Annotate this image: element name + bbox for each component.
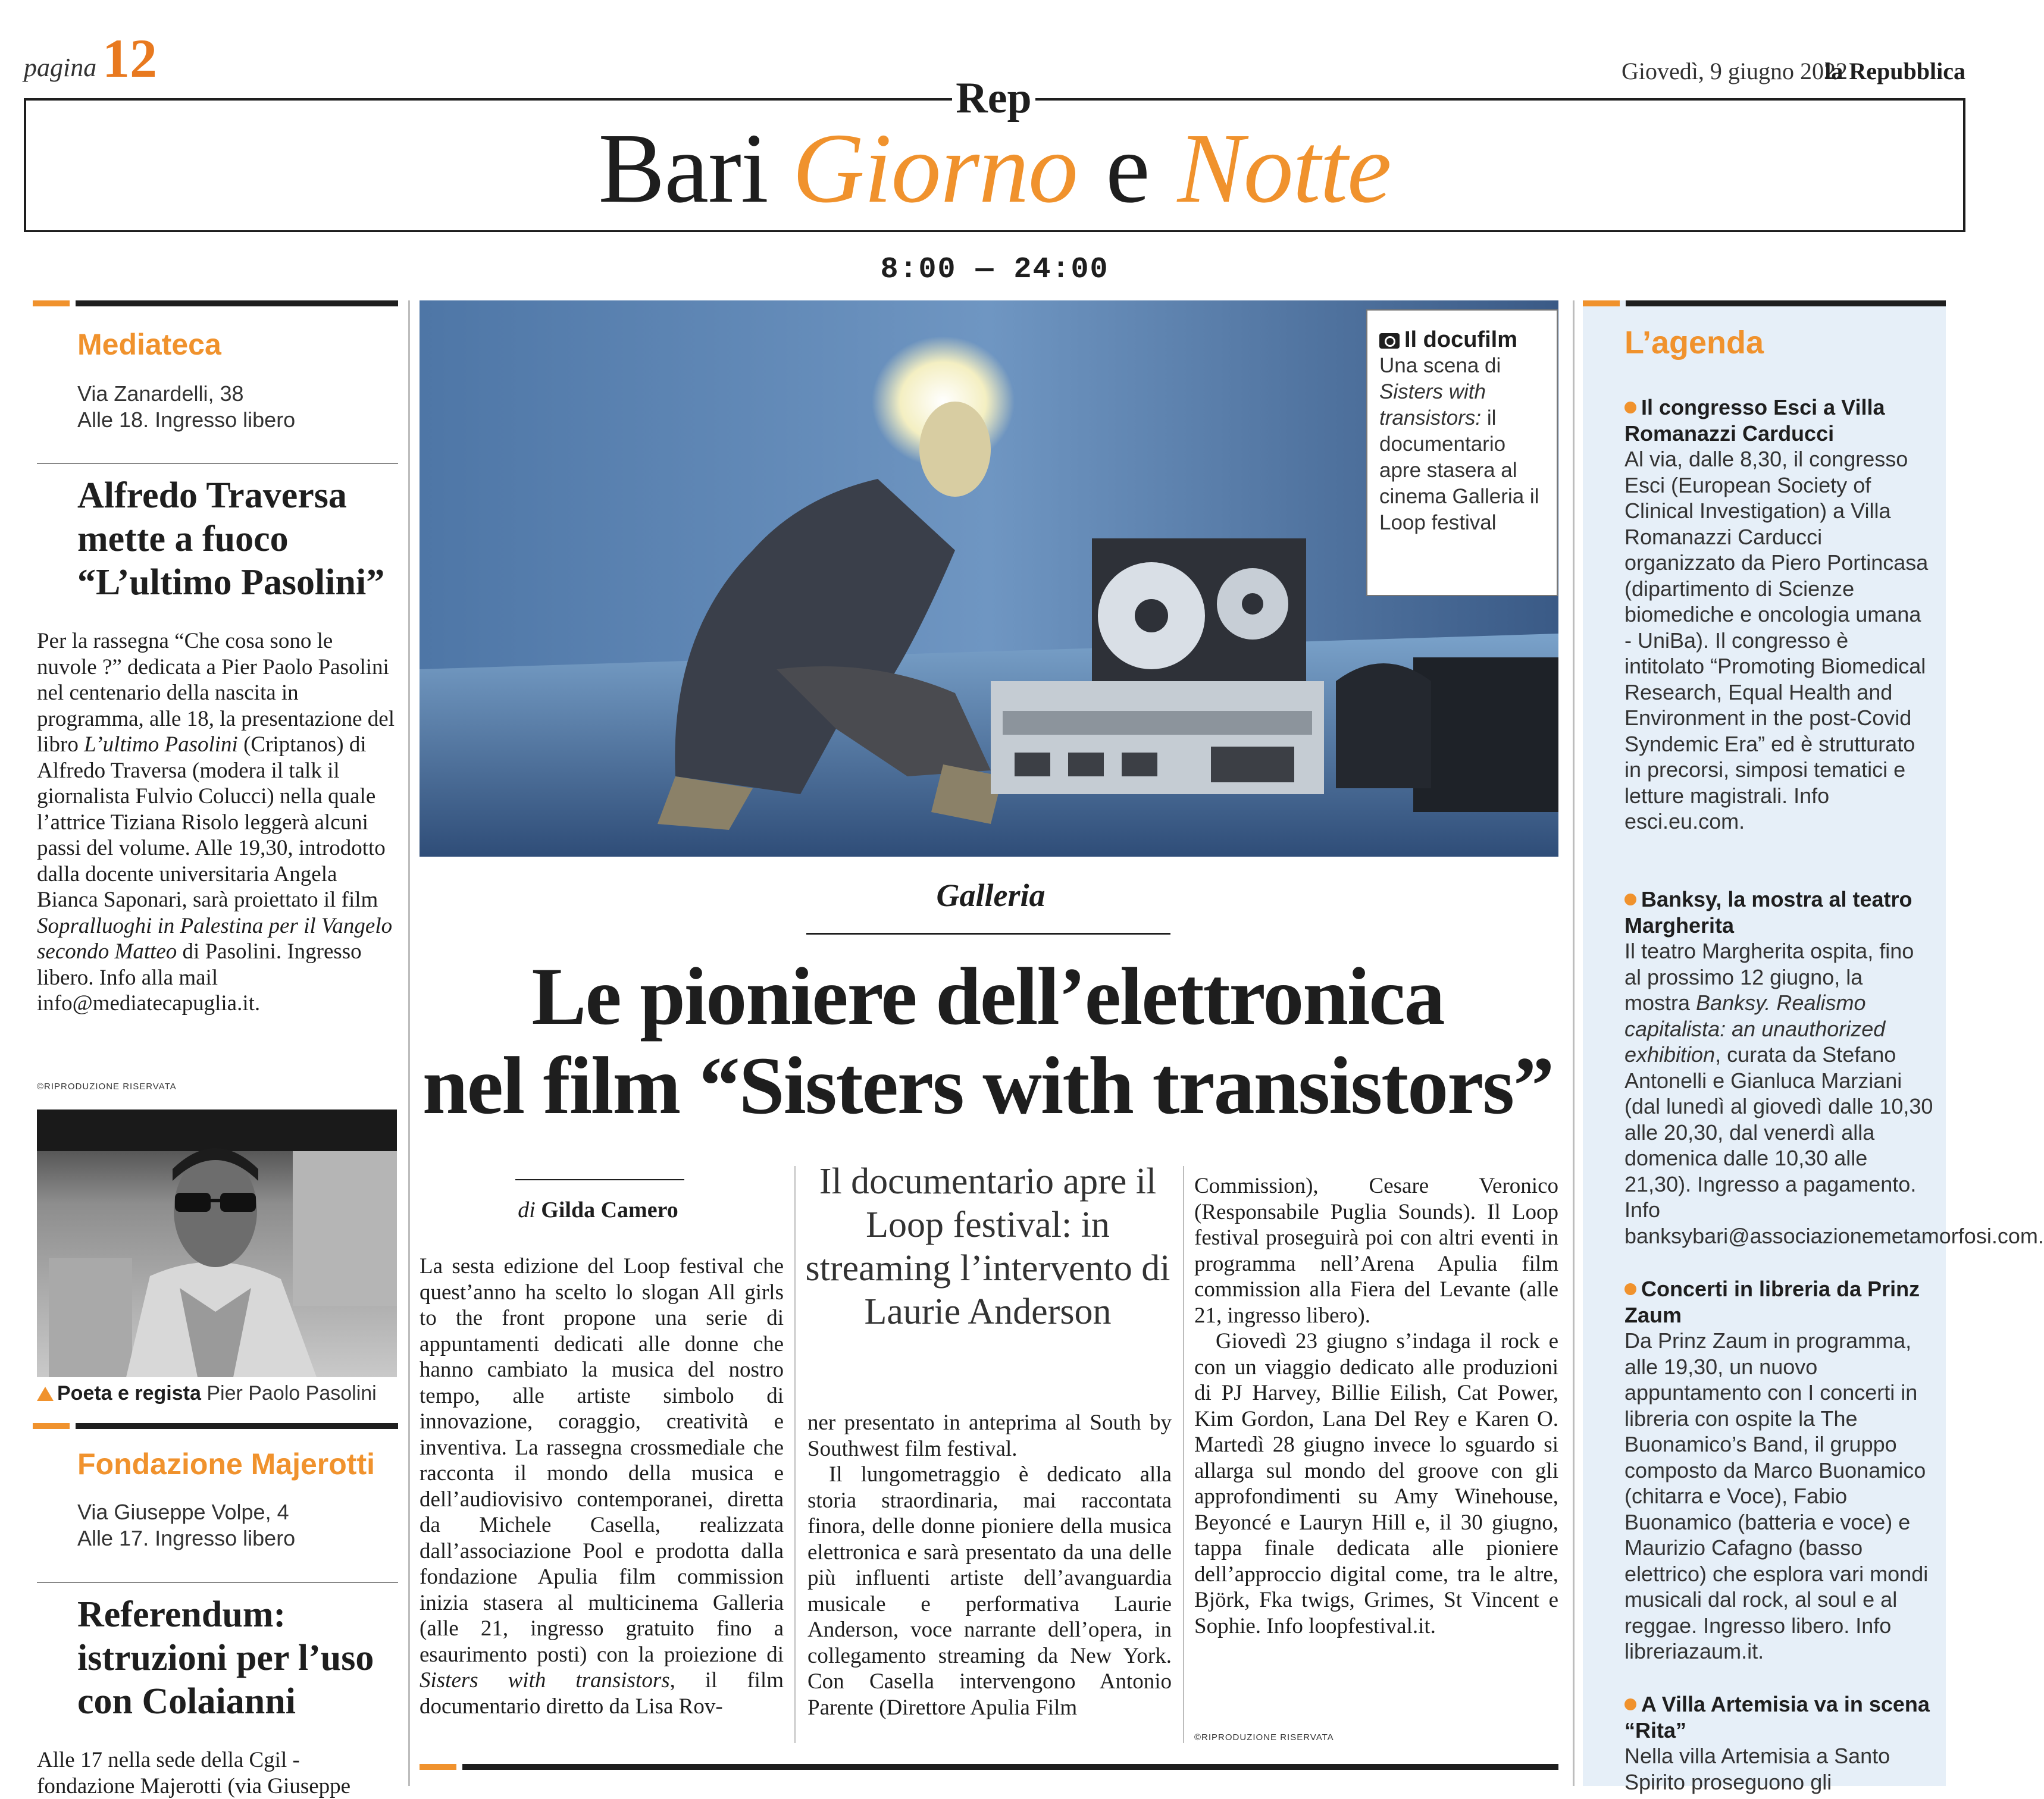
- caption-text-part: il documentario apre stasera al cinema Galleria il Loop festival: [1379, 406, 1539, 534]
- venue-name: Mediateca: [77, 327, 221, 362]
- agenda-item-text: Nella villa Artemisia a Santo Spirito proseguono gli: [1624, 1743, 1934, 1795]
- agenda-item: [1624, 1691, 1934, 1795]
- agenda-item-title: [1624, 1691, 1934, 1743]
- caption-label: Poeta e regista: [57, 1382, 201, 1405]
- agenda-item: [1624, 886, 1934, 1249]
- caption-title-text: Il docufilm: [1404, 327, 1517, 352]
- bullet-icon: [1624, 1283, 1636, 1295]
- agenda-text-part: , curata da Stefano Antonelli e Gianluca Marziani (dal lunedì al giovedì dalle 10,30 alle 20,30, dal venerdì alla domenica dalle 10,30 alle 21,30). Ingresso a pagamento. Info banksybari@associazionemetamorfosi.com.: [1624, 1042, 2044, 1248]
- section-hours: 8:00 — 24:00: [24, 253, 1965, 287]
- agenda-title: L’agenda: [1624, 324, 1764, 361]
- body-text: Per la rassegna “Che cosa sono le nuvole ?” dedicata a Pier Paolo Pasolini nel centenario della nascita in programma, alle 18, la presentazione del libro: [37, 629, 395, 757]
- section-conjunction: e: [1106, 113, 1150, 224]
- venue-details: [77, 381, 399, 433]
- venue-time: Alle 17. Ingresso libero: [77, 1525, 399, 1552]
- byline-prefix: di: [518, 1198, 536, 1223]
- bullet-icon: [1624, 402, 1636, 413]
- body-paragraph: ner presentato in anteprima al South by Southwest film festival.: [807, 1410, 1172, 1462]
- venue-address: Via Zanardelli, 38: [77, 381, 399, 407]
- rule-black: [76, 1423, 398, 1429]
- rule-orange: [33, 300, 70, 306]
- caption-text: Pier Paolo Pasolini: [206, 1382, 376, 1405]
- agenda-item-text: Al via, dalle 8,30, il congresso Esci (European Society of Clinical Investigation) a Villa Romanazzi Carducci organizzato da Piero Portincasa (dipartimento di Scienze biomediche e oncologia umana - UniBa). Il congresso è intitolato “Promoting Biomedical Research, Equal Health and Environment in the post-Covid Syndemic Era” ed è strutturato in precorsi, simposi tematici e letture magistrali. Info esci.eu.com.: [1624, 446, 1934, 835]
- agenda-item-title: [1624, 1276, 1934, 1328]
- photo-caption-box: [1366, 309, 1558, 596]
- film-title: Sopralluoghi in Palestina per il Vangelo secondo Matteo: [37, 914, 392, 964]
- agenda-text-part: Il teatro Margherita ospita, fino al prossimo 12 giugno, la mostra: [1624, 939, 1914, 1015]
- venue-details: [77, 1499, 399, 1552]
- rule-orange: [33, 1423, 70, 1429]
- article-body: [37, 1747, 398, 1799]
- triangle-icon: [37, 1387, 54, 1401]
- body-text: fondazione Majerotti (via Giuseppe: [37, 1773, 398, 1799]
- copyright-notice: ©RIPRODUZIONE RISERVATA: [1194, 1732, 1334, 1742]
- agenda-item-title-text: A Villa Artemisia va in scena “Rita”: [1624, 1692, 1930, 1742]
- book-title: L’ultimo Pasolini: [84, 732, 238, 757]
- headline-line: “L’ultimo Pasolini”: [77, 561, 411, 604]
- body-text: , il film documentario diretto da Lisa Rov-: [420, 1668, 784, 1719]
- byline: [420, 1197, 777, 1223]
- film-title: Sisters with transistors: [420, 1668, 670, 1693]
- body-text: (Criptanos) di Alfredo Traversa (modera il talk il giornalista Fulvio Colucci) nella quale l’attrice Tiziana Risolo leggerà alcuni passi del volume. Alle 19,30, introdotto dalla docente universitaria Angela Bianca Saponari, sarà proiettato il film: [37, 732, 386, 912]
- rep-logo: Rep: [952, 71, 1035, 120]
- body-text: di Pasolini. Ingresso libero. Info alla mail info@mediatecapuglia.it.: [37, 939, 362, 1016]
- rule-orange: [420, 1764, 456, 1770]
- body-text: La sesta edizione del Loop festival che quest’anno ha scelto lo slogan All girls to the front propone una serie di appuntamenti dedicati alle donne che hanno cambiato la musica del nostro tempo, alle artiste simbolo di innovazione, coraggio, creatività e inventiva. La rassegna crossmediale che racconta il mondo della musica e dell’audiovisivo contemporanei, diretta da Michele Casella, realizzata dall’associazione Pool e prodotta dalla fondazione Apulia film commission inizia stasera al multicinema Galleria (alle 21, ingresso gratuito fino a esaurimento posti) con la proiezione di: [420, 1254, 784, 1667]
- headline-line: Alfredo Traversa: [77, 474, 411, 518]
- article-deck: Il documentario apre il Loop festival: in streaming l’intervento di Laurie Anderson: [797, 1160, 1178, 1334]
- article-headline: [77, 474, 411, 604]
- pasolini-photo: [37, 1110, 397, 1377]
- copyright-notice: ©RIPRODUZIONE RISERVATA: [37, 1082, 177, 1092]
- venue-time: Alle 18. Ingresso libero: [77, 407, 399, 433]
- section-city: Bari: [598, 113, 768, 224]
- agenda-item-title-text: Banksy, la mostra al teatro Margherita: [1624, 887, 1912, 938]
- agenda-item: [1624, 1276, 1934, 1665]
- headline-line: nel film “Sisters with transistors”: [393, 1041, 1583, 1130]
- venue-name: Fondazione Majerotti: [77, 1447, 375, 1481]
- headline-line: Le pioniere dell’elettronica: [393, 952, 1583, 1041]
- headline-line: istruzioni per l’uso: [77, 1637, 411, 1680]
- exhibition-title: Banksy. Realismo capitalista: an unauthorized exhibition: [1624, 991, 1885, 1067]
- section-word-notte: Notte: [1178, 113, 1391, 224]
- article-column-3: [1194, 1173, 1558, 1639]
- photo-caption: [37, 1382, 377, 1405]
- body-text: Alle 17 nella sede della Cgil -: [37, 1747, 398, 1773]
- caption-film-title: Sisters with transistors:: [1379, 380, 1486, 430]
- newspaper-name: la Repubblica: [1824, 57, 1965, 85]
- agenda-item-title-text: Il congresso Esci a Villa Romanazzi Carducci: [1624, 395, 1885, 446]
- body-paragraph: Commission), Cesare Veronico (Responsabile Puglia Sounds). Il Loop festival proseguirà poi con altri eventi in programma nell’Arena Apulia film commission alla Fiera del Levante (alle 21, ingresso libero).: [1194, 1173, 1558, 1328]
- caption-text-part: Una scena di: [1379, 354, 1501, 377]
- headline-line: con Colaianni: [77, 1680, 411, 1723]
- section-title: [24, 116, 1965, 221]
- byline-author: Gilda Camero: [541, 1198, 678, 1223]
- bullet-icon: [1624, 894, 1636, 905]
- venue-address: Via Giuseppe Volpe, 4: [77, 1499, 399, 1525]
- page-number: 12: [102, 31, 157, 86]
- article-column-1: [420, 1253, 784, 1719]
- article-kicker: Galleria: [803, 877, 1178, 914]
- article-headline: [77, 1593, 411, 1723]
- page-label: pagina: [24, 52, 96, 83]
- column-divider: [794, 1166, 796, 1743]
- rule-black: [462, 1764, 1558, 1770]
- divider: [37, 1582, 398, 1583]
- column-divider: [1183, 1166, 1184, 1743]
- agenda-item-text: Da Prinz Zaum in programma, alle 19,30, un nuovo appuntamento con I concerti in libreria con ospite la The Buonamico’s Band, il gruppo composto da Marco Buonamico (chitarra e Voce), Fabio Buonamico (batteria e voce) e Maurizio Cafagno (basso elettrico) che esplora vari mondi musicali dal rock, al soul e al reggae. Ingresso libero. Info libreriazaum.it.: [1624, 1328, 1934, 1665]
- agenda-item: [1624, 394, 1934, 835]
- camera-icon: [1379, 333, 1400, 349]
- kicker-rule: [806, 933, 1170, 935]
- byline-rule: [515, 1179, 684, 1180]
- agenda-item-text: [1624, 938, 1934, 1249]
- bullet-icon: [1624, 1698, 1636, 1710]
- caption-title: [1379, 327, 1545, 353]
- caption-text: [1379, 353, 1545, 536]
- headline-line: mette a fuoco: [77, 518, 411, 561]
- article-body: [37, 628, 398, 1017]
- rule-orange: [1583, 300, 1620, 306]
- headline-line: Referendum:: [77, 1593, 411, 1637]
- rule-black: [76, 300, 398, 306]
- body-paragraph: Il lungometraggio è dedicato alla storia straordinaria, mai raccontata finora, delle donne pioniere della musica elettronica e sarà presentato da una delle più influenti artiste dell’avanguardia musicale e performativa Laurie Anderson, voce narrante dell’opera, in collegamento streaming da New York. Con Casella intervengono Antonio Parente (Direttore Apulia Film: [807, 1462, 1172, 1720]
- agenda-item-title: [1624, 394, 1934, 446]
- rule-black: [1626, 300, 1946, 306]
- article-column-2: [807, 1410, 1172, 1720]
- pasolini-photo-image: [37, 1110, 397, 1377]
- section-word-giorno: Giorno: [793, 113, 1078, 224]
- agenda-item-title-text: Concerti in libreria da Prinz Zaum: [1624, 1277, 1920, 1327]
- divider: [37, 463, 398, 464]
- body-paragraph: Giovedì 23 giugno s’indaga il rock e con un viaggio dedicato alle produzioni di PJ Harvey, Billie Eilish, Cat Power, Kim Gordon, Lana Del Rey e Karen O. Martedì 28 giugno invece lo sguardo si allarga sul mondo del groove con gli approfondimenti su Amy Winehouse, Beyoncé e Lauryn Hill e, il 30 giugno, tappa finale dedicata alle pioniere dell’approccio digital come, tra le altre, Björk, Fka twigs, Grimes, St Vincent e Sophie. Info loopfestival.it.: [1194, 1328, 1558, 1639]
- agenda-item-title: [1624, 886, 1934, 938]
- main-headline: [393, 952, 1583, 1130]
- issue-date: Giovedì, 9 giugno 2022: [1622, 57, 1848, 85]
